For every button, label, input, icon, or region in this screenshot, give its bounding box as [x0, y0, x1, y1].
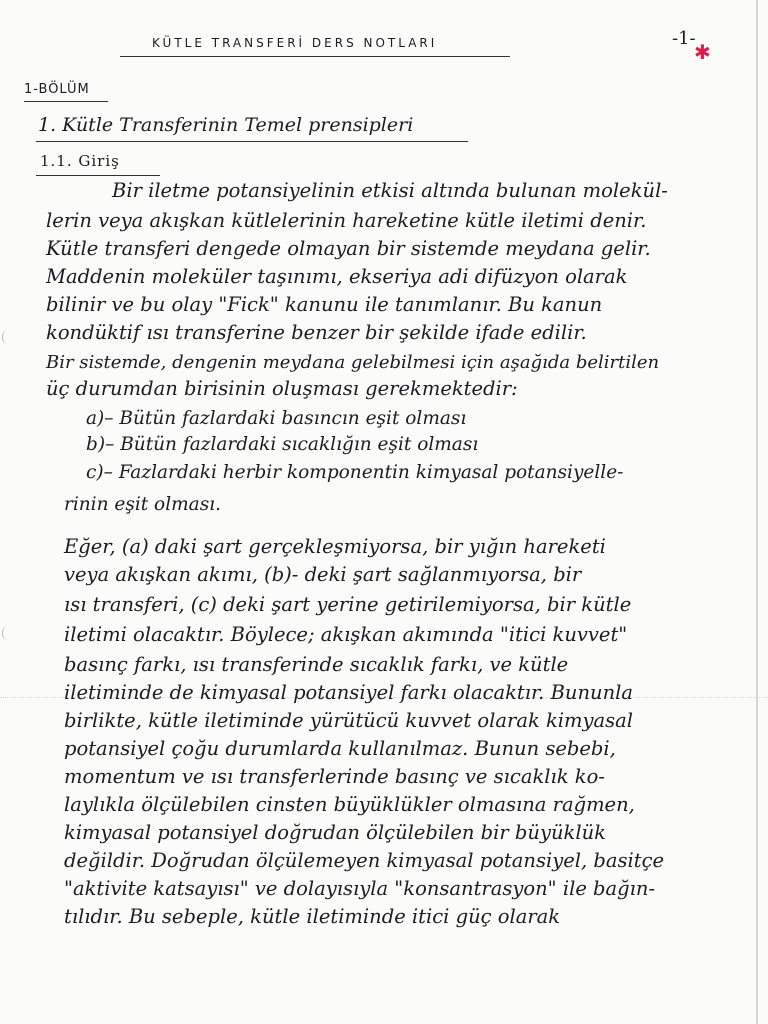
paragraph-line: değildir. Doğrudan ölçülemeyen kimyasal potansiyel, basitçe [64, 849, 665, 872]
paragraph-line: laylıkla ölçülebilen cinsten büyüklükler olmasına rağmen, [64, 793, 635, 816]
paragraph-line: Maddenin moleküler taşınımı, ekseriya adi difüzyon olarak [46, 265, 628, 288]
punch-hole-mark [2, 626, 13, 640]
paragraph-line: Bir iletme potansiyelinin etkisi altında bulunan molekül- [112, 179, 668, 202]
paragraph-line: Eğer, (a) daki şart gerçekleşmiyorsa, bir yığın hareketi [64, 535, 606, 558]
paragraph-line: kondüktif ısı transferine benzer bir şekilde ifade edilir. [46, 321, 587, 344]
paragraph-line: Bir sistemde, dengenin meydana gelebilmesi için aşağıda belirtilen [46, 352, 660, 373]
paragraph-line: iletimi olacaktır. Böylece; akışkan akımında "itici kuvvet" [64, 623, 628, 646]
paragraph-line: "aktivite katsayısı" ve dolayısıyla "konsantrasyon" ile bağın- [64, 877, 656, 900]
red-star-mark: ✱ [694, 40, 711, 64]
chapter-heading-underline [36, 141, 468, 142]
subsection-heading-underline [36, 175, 160, 176]
document-title: KÜTLE TRANSFERİ DERS NOTLARI [152, 36, 438, 50]
paragraph-line: potansiyel çoğu durumlarda kullanılmaz. Bunun sebebi, [64, 737, 616, 760]
paragraph-line: iletiminde de kimyasal potansiyel farkı olacaktır. Bununla [64, 681, 634, 704]
paragraph-line: kimyasal potansiyel doğrudan ölçülebilen bir büyüklük [64, 821, 606, 844]
condition-item-a: a)– Bütün fazlardaki basıncın eşit olması [86, 408, 467, 429]
condition-item-b: b)– Bütün fazlardaki sıcaklığın eşit olması [86, 434, 479, 455]
paragraph-line: birlikte, kütle iletiminde yürütücü kuvvet olarak kimyasal [64, 709, 634, 732]
subsection-heading: 1.1. Giriş [40, 152, 120, 170]
paragraph-line: momentum ve ısı transferlerinde basınç ve sıcaklık ko- [64, 765, 605, 788]
title-underline [120, 56, 510, 57]
paragraph-line: ısı transferi, (c) deki şart yerine getirilemiyorsa, bir kütle [64, 593, 632, 616]
page-number: -1- [672, 28, 696, 49]
paragraph-line: bilinir ve bu olay "Fick" kanunu ile tanımlanır. Bu kanun [46, 293, 603, 316]
paragraph-line: üç durumdan birisinin oluşması gerekmektedir: [46, 377, 518, 400]
condition-item-c: c)– Fazlardaki herbir komponentin kimyasal potansiyelle- [86, 462, 624, 483]
paragraph-line: veya akışkan akımı, (b)- deki şart sağlanmıyorsa, bir [64, 563, 582, 586]
chapter-heading: 1. Kütle Transferinin Temel prensipleri [38, 114, 414, 136]
section-underline [24, 101, 108, 102]
paragraph-line: basınç farkı, ısı transferinde sıcaklık farkı, ve kütle [64, 653, 569, 676]
condition-item-c-continued: rinin eşit olması. [64, 494, 221, 515]
section-label: 1-BÖLÜM [24, 82, 90, 97]
page-edge [756, 0, 758, 1024]
paragraph-line: Kütle transferi dengede olmayan bir sistemde meydana gelir. [46, 237, 651, 260]
punch-hole-mark [2, 330, 13, 344]
paragraph-line: lerin veya akışkan kütlelerinin hareketine kütle iletimi denir. [46, 209, 647, 232]
paragraph-line: tılıdır. Bu sebeple, kütle iletiminde itici güç olarak [64, 905, 561, 928]
